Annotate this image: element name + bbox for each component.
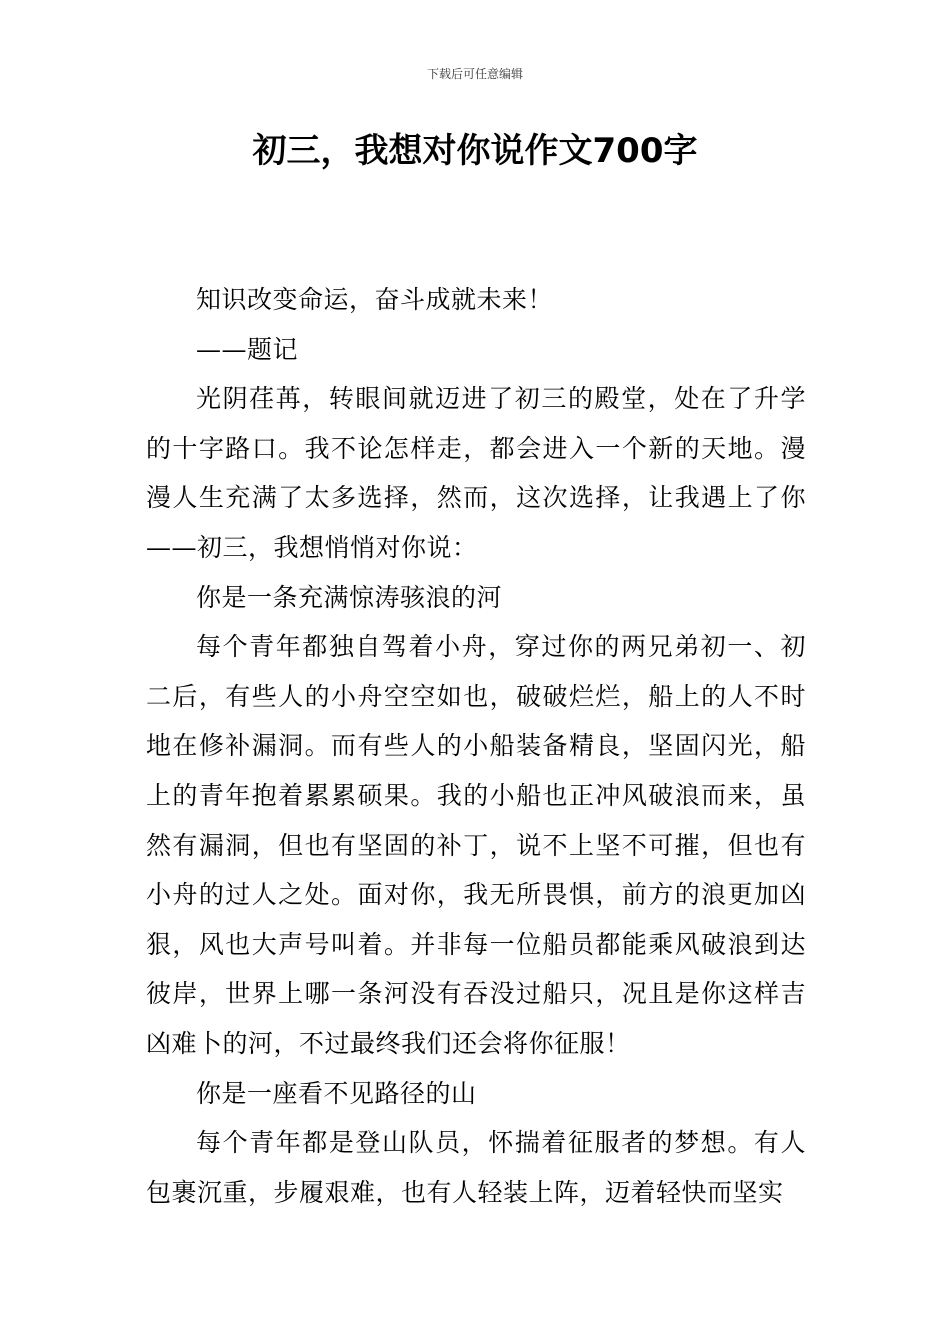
header-note: 下载后可任意编辑	[426, 67, 523, 81]
paragraph-heading-mountain: 你是一座看不见路径的山	[196, 1078, 477, 1108]
document-body	[146, 275, 806, 1217]
paragraph-motto: 知识改变命运，奋斗成就未来！	[196, 285, 554, 314]
paragraph-river: 每个青年都独自驾着小舟，穿过你的两兄弟初一、初二后，有些人的小舟空空如也，破破烂烂，船上的人不时地在修补漏洞。而有些人的小船装备精良，坚固闪光，船上的青年抱着累累硕果。我的小船也正冲风破浪而来，虽然有漏洞，但也有坚固的补丁，说不上坚不可摧，但也有小舟的过人之处。面对你，我无所畏惧，前方的浪更加凶狠，风也大声号叫着。并非每一位船员都能乘风破浪到达彼岸，世界上哪一条河没有吞没过船只，况且是你这样吉凶难卜的河，不过最终我们还会将你征服！	[146, 632, 806, 1058]
paragraph-epigraph-label: ——题记	[196, 334, 299, 364]
paragraph-intro: 光阴荏苒，转眼间就迈进了初三的殿堂，处在了升学的十字路口。我不论怎样走，都会进入一个新的天地。漫漫人生充满了太多选择，然而，这次选择，让我遇上了你——初三，我想悄悄对你说：	[146, 384, 806, 562]
document-title: 初三，我想对你说作文700字	[252, 131, 698, 171]
paragraph-mountain: 每个青年都是登山队员，怀揣着征服者的梦想。有人包裹沉重，步履艰难，也有人轻装上阵，迈着轻快而坚实	[146, 1128, 806, 1207]
paragraph-heading-river: 你是一条充满惊涛骇浪的河	[196, 582, 503, 612]
